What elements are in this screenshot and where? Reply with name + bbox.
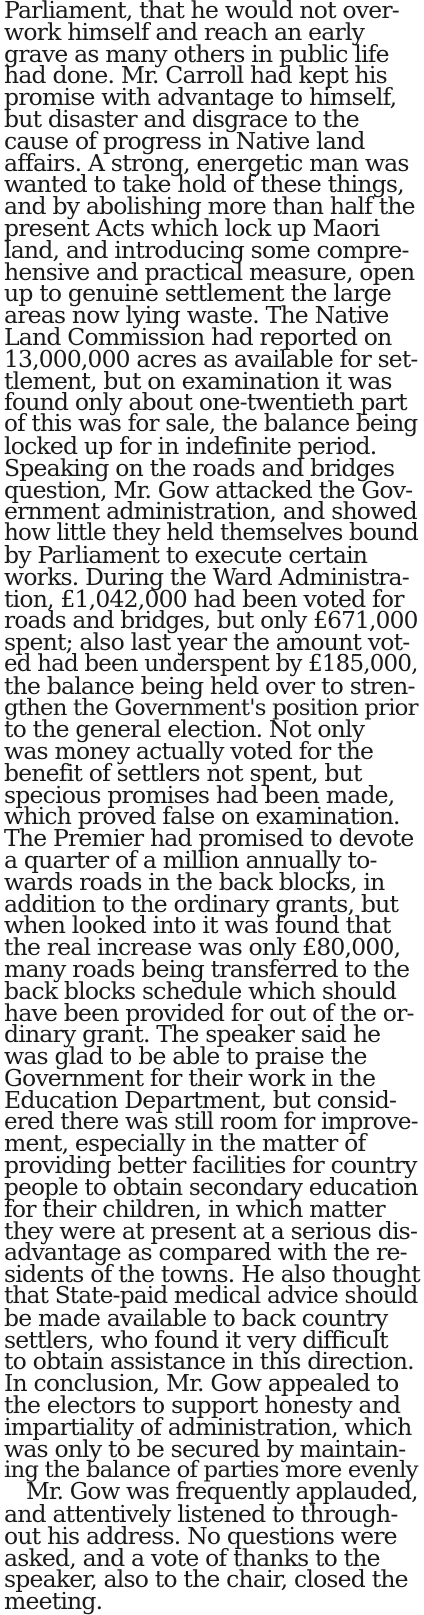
text-line: to obtain assistance in this direction. <box>4 1347 414 1376</box>
text-line: advantage as compared with the re- <box>4 1238 407 1267</box>
article-paragraph-2 <box>4 1479 420 1615</box>
article-column <box>4 0 420 1615</box>
text-line: 13,000,000 acres as available for set- <box>4 344 418 373</box>
text-line: but disaster and disgrace to the <box>4 104 359 133</box>
text-line: how little they held themselves bound <box>4 520 418 547</box>
text-line: which proved false on examination. <box>4 802 400 831</box>
text-line: was money actually voted for the <box>4 737 374 766</box>
text-line: ment, especially in the matter of <box>4 1129 366 1158</box>
text-line: up to genuine settlement the large <box>4 279 391 308</box>
text-line: ernment administration, and showed <box>4 497 417 526</box>
text-line: spent; also last year the amount vot- <box>4 628 410 657</box>
text-line: work himself and reach an early <box>4 17 365 46</box>
text-line: tion, £1,042,000 had been voted for <box>4 584 404 613</box>
text-line: locked up for in indefinite period. <box>4 431 377 460</box>
text-line: was glad to be able to praise the <box>4 1042 367 1071</box>
text-line: the balance being held over to stren- <box>4 671 415 700</box>
text-line: Land Commission had reported on <box>4 322 392 351</box>
text-line: benefit of settlers not spent, but <box>4 758 362 787</box>
text-line: asked, and a vote of thanks to the <box>4 1543 380 1572</box>
text-line: hensive and practical measure, open <box>4 257 415 286</box>
text-line: when looked into it was found that <box>4 911 391 940</box>
text-line: back blocks schedule which should <box>4 976 397 1005</box>
text-line: gthen the Government's position prior <box>4 694 418 721</box>
text-line: In conclusion, Mr. Gow appealed to <box>4 1369 399 1398</box>
text-line: the electors to support honesty and <box>4 1391 401 1419</box>
text-line: Speaking on the roads and bridges <box>4 453 395 482</box>
text-line: areas now lying waste. The Native <box>4 301 389 330</box>
text-line: settlers, who found it very difficult <box>4 1325 388 1354</box>
text-line: promise with advantage to himself, <box>4 83 397 112</box>
text-line: ed had been underspent by £185,000, <box>4 650 418 677</box>
text-line: found only about one-twentieth part <box>4 388 407 417</box>
article-paragraph-1 <box>4 0 420 1482</box>
text-line: cause of progress in Native land <box>4 126 365 155</box>
text-line: sidents of the towns. He also thought <box>4 1260 420 1289</box>
text-line: Parliament, that he would not over- <box>4 0 399 24</box>
text-line: grave as many others in public life <box>4 39 389 68</box>
text-line: many roads being transferred to the <box>4 955 410 984</box>
text-line: by Parliament to execute certain <box>4 540 368 569</box>
text-line: land, and introducing some compre- <box>4 235 409 264</box>
text-line: speaker, also to the chair, closed the <box>4 1565 408 1594</box>
text-line: impartiality of administration, which <box>4 1412 412 1441</box>
text-line: specious promises had been made, <box>4 780 395 809</box>
text-line: they were at present at a serious dis- <box>4 1216 418 1245</box>
text-line: affairs. A strong, energetic man was <box>4 148 409 177</box>
text-line: out his address. No questions were <box>4 1521 397 1550</box>
text-line: The Premier had promised to devote <box>4 824 414 853</box>
text-line: people to obtain secondary education <box>4 1174 418 1202</box>
text-line: of this was for sale, the balance being <box>4 411 418 438</box>
text-line: meeting. <box>4 1587 103 1615</box>
text-line: have been provided for out of the or- <box>4 998 414 1027</box>
text-line: had done. Mr. Carroll had kept his <box>4 61 387 90</box>
text-line: dinary grant. The speaker said he <box>4 1020 381 1049</box>
text-line: Education Department, but consid- <box>4 1085 397 1114</box>
text-line: tlement, but on examination it was <box>4 366 392 395</box>
text-line: be made available to back country <box>4 1303 388 1332</box>
text-line: to the general election. Not only <box>4 715 365 744</box>
text-line: works. During the Ward Administra- <box>4 562 409 591</box>
text-line: wards roads in the back blocks, in <box>4 867 385 896</box>
text-line: for their children, in which matter <box>4 1194 385 1223</box>
text-line: and by abolishing more than half the <box>4 192 415 221</box>
text-line: question, Mr. Gow attacked the Gov- <box>4 475 413 504</box>
text-line: present Acts which lock up Maori <box>4 213 380 242</box>
text-line: providing better facilities for country <box>4 1151 417 1180</box>
text-line: and attentively listened to through- <box>4 1499 398 1528</box>
text-line: a quarter of a million annually to- <box>4 846 377 875</box>
text-line: ered there was still room for improve- <box>4 1108 418 1135</box>
text-line: Mr. Gow was frequently applauded, <box>26 1479 418 1506</box>
text-line: the real increase was only £80,000, <box>4 933 401 962</box>
text-line: roads and bridges, but only £671,000 <box>4 607 418 635</box>
text-line: addition to the ordinary grants, but <box>4 889 399 918</box>
text-line: was only to be secured by maintain- <box>4 1434 406 1463</box>
text-line: that State-paid medical advice should <box>4 1283 418 1310</box>
text-line: Government for their work in the <box>4 1064 376 1093</box>
text-line: wanted to take hold of these things, <box>4 170 404 199</box>
text-line: ing the balance of parties more evenly <box>4 1457 418 1484</box>
